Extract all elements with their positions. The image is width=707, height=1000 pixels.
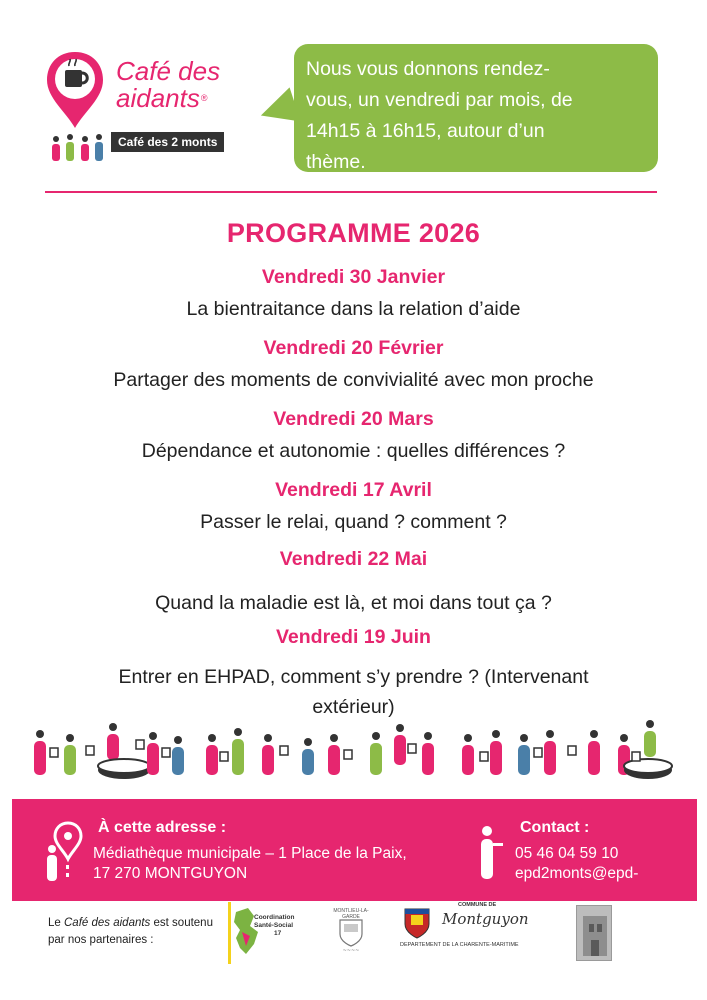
logo-people-icon bbox=[50, 130, 106, 162]
event-date: Vendredi 30 Janvier bbox=[261, 266, 446, 288]
contact-phone[interactable]: 05 46 04 59 10 bbox=[515, 845, 619, 862]
bubble-tail bbox=[255, 87, 300, 132]
bubble-line: thème. bbox=[306, 151, 366, 173]
partner-photo-logo bbox=[576, 905, 612, 961]
event-janvier bbox=[0, 266, 707, 323]
partner-coordination-logo bbox=[228, 902, 302, 964]
event-date: Vendredi 17 Avril bbox=[275, 479, 432, 501]
event-date: Vendredi 20 Mars bbox=[273, 408, 434, 430]
info-band bbox=[12, 799, 697, 901]
people-illustration bbox=[28, 718, 678, 788]
event-topic: Passer le relai, quand ? comment ? bbox=[200, 511, 507, 533]
bubble-line: vous, un vendredi par mois, de bbox=[306, 89, 573, 111]
partner-montguyon-logo bbox=[398, 900, 538, 956]
event-topic: Quand la maladie est là, et moi dans tout ça ? bbox=[155, 592, 552, 614]
building-photo-icon bbox=[577, 906, 613, 962]
contact-title: Contact : bbox=[520, 819, 590, 836]
montguyon-commune-label: COMMUNE DE bbox=[458, 902, 497, 908]
bubble-line: 14h15 à 16h15, autour d’un bbox=[306, 120, 545, 142]
map-pin-cup-icon bbox=[44, 50, 106, 130]
event-date: Vendredi 19 Juin bbox=[276, 626, 431, 648]
event-topic: extérieur) bbox=[312, 696, 395, 718]
event-juin bbox=[0, 626, 707, 721]
address-line: 17 270 MONTGUYON bbox=[93, 865, 248, 882]
event-fevrier bbox=[0, 337, 707, 394]
header-divider bbox=[45, 191, 657, 193]
partner-montlieu-logo bbox=[328, 908, 374, 954]
event-topic: Dépendance et autonomie : quelles différences ? bbox=[141, 440, 566, 462]
schedule-speech-bubble bbox=[294, 44, 658, 172]
event-topic: Entrer en EHPAD, comment s’y prendre ? (Intervenant bbox=[118, 666, 589, 688]
brand-name: Café des aidants® bbox=[116, 56, 221, 113]
coordination-label: Coordination Santé-Social 17 bbox=[254, 914, 295, 937]
bubble-line: Nous vous donnons rendez- bbox=[306, 58, 550, 80]
event-topic: La bientraitance dans la relation d’aide bbox=[186, 298, 521, 320]
person-icon bbox=[478, 825, 506, 881]
event-topic: Partager des moments de convivialité avec mon proche bbox=[113, 369, 594, 391]
event-date: Vendredi 22 Mai bbox=[279, 548, 428, 570]
event-mai bbox=[0, 548, 707, 617]
brand-subtitle: Café des 2 monts bbox=[111, 132, 224, 152]
cafe-des-aidants-logo bbox=[44, 50, 244, 162]
address-line: Médiathèque municipale – 1 Place de la Paix, bbox=[93, 845, 407, 862]
contact-email[interactable]: epd2monts@epd- bbox=[515, 865, 639, 882]
montguyon-name: Montguyon bbox=[442, 910, 529, 928]
event-avril bbox=[0, 479, 707, 536]
coat-of-arms-icon bbox=[402, 906, 432, 940]
partners-text: Le Café des aidants est soutenu par nos partenaires : bbox=[48, 917, 213, 946]
address-title: À cette adresse : bbox=[98, 819, 227, 836]
montlieu-label: MONTLIEU-LA-GARDE bbox=[333, 908, 369, 920]
event-date: Vendredi 20 Février bbox=[263, 337, 444, 359]
montguyon-department-label: DEPARTEMENT DE LA CHARENTE-MARITIME bbox=[400, 942, 519, 948]
programme-title: PROGRAMME 2026 bbox=[226, 218, 481, 248]
event-mars bbox=[0, 408, 707, 465]
svg-text:~~~~: ~~~~ bbox=[342, 948, 360, 954]
location-pin-icon bbox=[44, 821, 84, 883]
